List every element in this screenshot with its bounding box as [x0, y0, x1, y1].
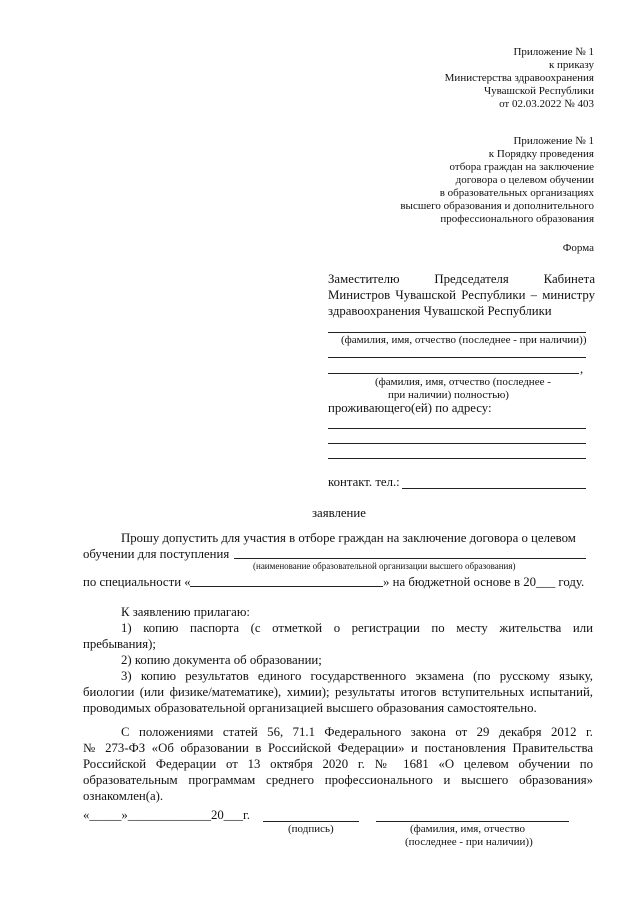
fio-full-caption: при наличии) полностью) — [388, 389, 509, 401]
org-caption: (наименование образовательной организации высшего образования) — [253, 561, 516, 571]
date-field: «_____»_____________20___г. — [83, 808, 250, 822]
appendix-line: Министерства здравоохранения — [444, 72, 594, 84]
body-line: обучении для поступления — [83, 547, 230, 561]
fio-full-line-1 — [328, 357, 586, 358]
law-line: ознакомлен(а). — [83, 789, 164, 803]
address-line — [328, 428, 586, 429]
org-line — [234, 558, 586, 559]
attach-item-3-cont: проводимых образовательной организацией высшего образования самостоятельно. — [83, 701, 537, 715]
attach-item-1: 1) копию паспорта (с отметкой о регистрации по месту жительства или — [121, 621, 593, 635]
appendix-line: высшего образования и дополнительного — [400, 200, 594, 212]
form-label: Форма — [562, 242, 594, 254]
appendix-line: договора о целевом обучении — [455, 174, 594, 186]
signature-fio-caption: (последнее - при наличии)) — [405, 836, 533, 848]
law-line: № 273-ФЗ «Об образовании в Российской Федерации» и постановления Правительства — [83, 741, 593, 755]
addressee-line: здравоохранения Чувашской Республики — [328, 304, 552, 318]
body-line: » на бюджетной основе в 20___ году. — [383, 575, 585, 589]
attach-intro: К заявлению прилагаю: — [121, 605, 250, 619]
fio-line — [328, 332, 586, 333]
fio-full-line-2 — [328, 373, 579, 374]
appendix-line: в образовательных организациях — [439, 187, 594, 199]
contact-line — [402, 488, 586, 489]
appendix-line: Приложение № 1 — [513, 135, 594, 147]
signature-line — [263, 821, 359, 822]
appendix-line: Приложение № 1 — [513, 46, 594, 58]
address-line — [328, 443, 586, 444]
signature-fio-caption: (фамилия, имя, отчество — [410, 823, 526, 835]
specialty-line — [190, 586, 383, 587]
fio-caption: (фамилия, имя, отчество (последнее - при наличии)) — [341, 334, 587, 346]
statement-title: заявление — [312, 506, 366, 520]
addressee-line: Министров Чувашской Республики – министру — [328, 288, 595, 302]
address-label: проживающего(ей) по адресу: — [328, 401, 492, 415]
attach-item-1-cont: пребывания); — [83, 637, 156, 651]
addressee-line: Заместителю Председателя Кабинета — [328, 272, 595, 286]
law-line: С положениями статей 56, 71.1 Федерального закона от 29 декабря 2012 г. — [121, 725, 593, 739]
law-line: образовательным программам среднего профессионального и высшего образования» — [83, 773, 593, 787]
signature-fio-line — [376, 821, 569, 822]
comma: , — [580, 362, 584, 376]
appendix-line: Чувашской Республики — [483, 85, 594, 97]
appendix-line: к приказу — [548, 59, 594, 71]
fio-full-caption: (фамилия, имя, отчество (последнее - — [375, 376, 551, 388]
address-line — [328, 458, 586, 459]
attach-item-2: 2) копию документа об образовании; — [121, 653, 322, 667]
appendix-line: профессионального образования — [440, 213, 594, 225]
appendix-line: отбора граждан на заключение — [449, 161, 594, 173]
contact-label: контакт. тел.: — [328, 475, 400, 489]
appendix-line: к Порядку проведения — [488, 148, 594, 160]
attach-item-3-cont: биологии (или физике/математике), химии); результаты итогов вступительных испытаний, — [83, 685, 593, 699]
law-line: Российской Федерации от 13 октября 2020 г. № 1681 «О целевом обучении по — [83, 757, 593, 771]
body-line: Прошу допустить для участия в отборе граждан на заключение договора о целевом — [121, 531, 576, 545]
appendix-line: от 02.03.2022 № 403 — [499, 98, 594, 110]
signature-caption: (подпись) — [288, 823, 334, 835]
body-line: по специальности « — [83, 575, 191, 589]
attach-item-3: 3) копию результатов единого государственного экзамена (по русскому языку, — [121, 669, 593, 683]
